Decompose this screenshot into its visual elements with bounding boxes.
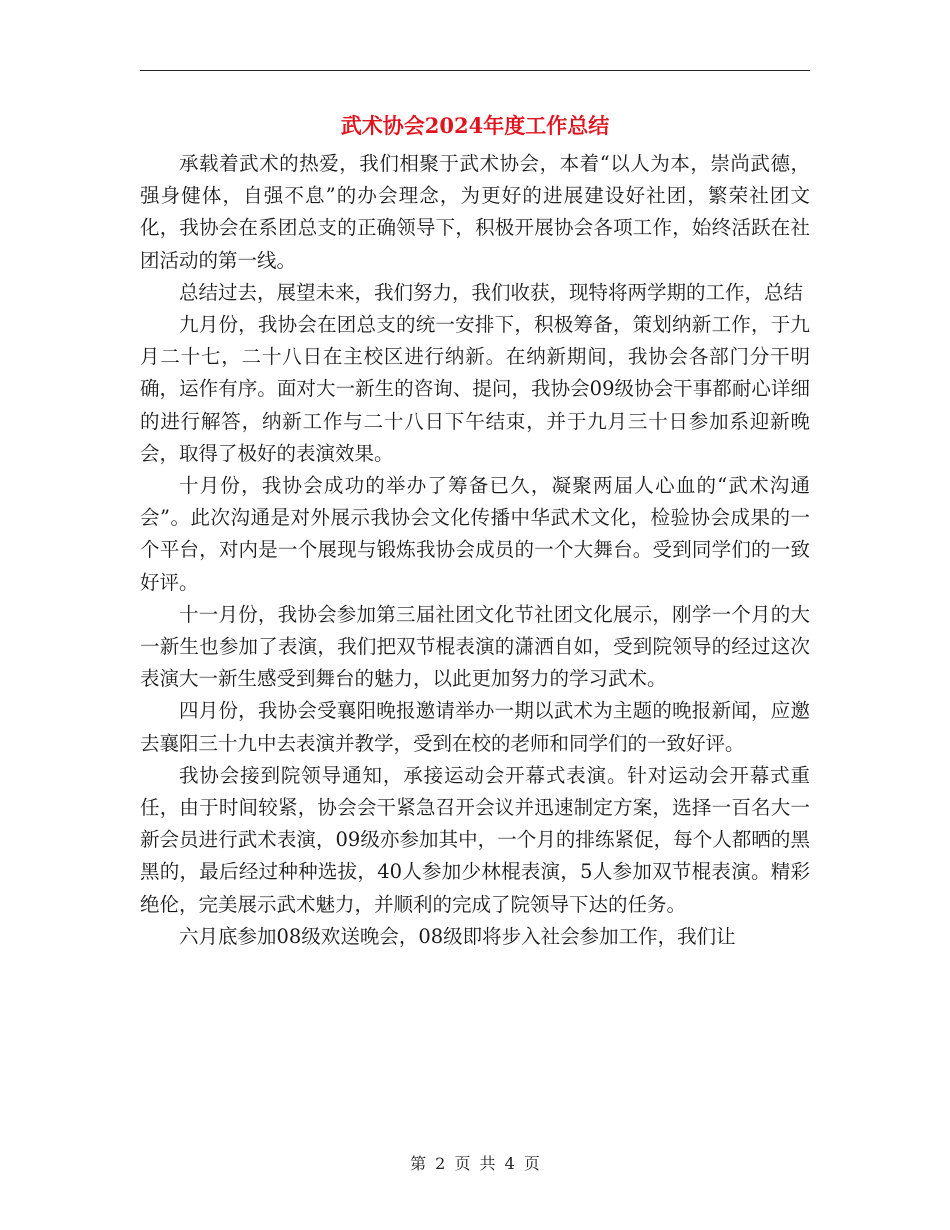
header-rule [140,70,810,71]
paragraph-april: 四月份，我协会受襄阳晚报邀请举办一期以武术为主题的晚报新闻，应邀去襄阳三十九中去表演并教学，受到在校的老师和同学们的一致好评。 [140,699,810,755]
paragraph-october: 十月份，我协会成功的举办了筹备已久，凝聚两届人心血的“武术沟通会”。此次沟通是对外展示我协会文化传播中华武术文化，检验协会成果的一个平台，对内是一个展现与锻炼我协会成员的一个大舞台。受到同学们的一致好评。 [140,474,810,594]
paragraph-sports-meeting: 我协会接到院领导通知，承接运动会开幕式表演。针对运动会开幕式重任，由于时间较紧，协会会干紧急召开会议并迅速制定方案，选择一百名大一新会员进行武术表演，09级亦参加其中，一个月的排练紧促，每个人都晒的黑黑的，最后经过种种选拔，40人参加少林棍表演，5人参加双节棍表演。精彩绝伦，完美展示武术魅力，并顺利的完成了院领导下达的任务。 [140,763,810,916]
page-number: 第 2 页 共 4 页 [410,1154,540,1173]
paragraph-june: 六月底参加08级欢送晚会，08级即将步入社会参加工作，我们让 [179,924,736,948]
paragraph-summary: 总结过去，展望未来，我们努力，我们收获，现特将两学期的工作，总结 [179,280,804,304]
document-body [140,148,810,953]
paragraph-september: 九月份，我协会在团总支的统一安排下，积极筹备，策划纳新工作，于九月二十七，二十八日在主校区进行纳新。在纳新期间，我协会各部门分干明确，运作有序。面对大一新生的咨询、提问，我协会09级协会干事都耐心详细的进行解答，纳新工作与二十八日下午结束，并于九月三十日参加系迎新晚会，取得了极好的表演效果。 [140,313,810,465]
paragraph-november: 十一月份，我协会参加第三届社团文化节社团文化展示，刚学一个月的大一新生也参加了表演，我们把双节棍表演的潇洒自如，受到院领导的经过这次表演大一新生感受到舞台的魅力，以此更加努力的学习武术。 [140,602,810,691]
document-title: 武术协会2024年度工作总结 [340,113,610,138]
paragraph-intro: 承载着武术的热爱，我们相聚于武术协会，本着“以人为本，崇尚武德，强身健体，自强不息”的办会理念，为更好的进展建设好社团，繁荣社团文化，我协会在系团总支的正确领导下，积极开展协会各项工作，始终活跃在社团活动的第一线。 [140,152,810,272]
